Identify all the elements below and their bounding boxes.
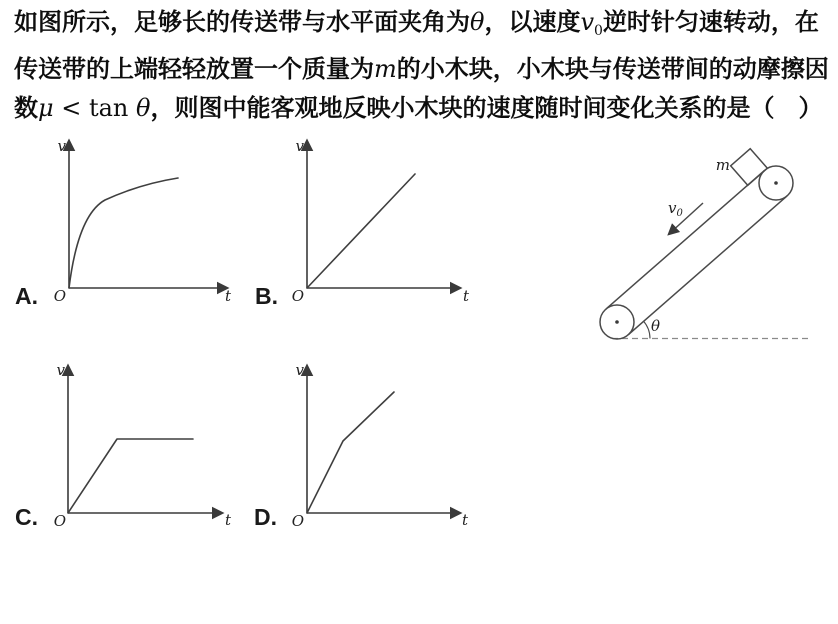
origin-label: O	[291, 287, 304, 305]
v-axis-label: v	[295, 361, 304, 379]
v-axis-label: v	[57, 137, 66, 155]
belt-edge	[628, 196, 787, 335]
option-letter-B: B.	[255, 283, 278, 309]
text-run: 数	[14, 96, 38, 122]
text-run: ，以速度	[484, 10, 581, 36]
origin-label: O	[53, 287, 66, 305]
angle-arc	[643, 321, 650, 339]
math-symbol: θ	[136, 94, 151, 122]
origin-label: O	[291, 512, 304, 530]
conveyor-belt-diagram	[600, 149, 812, 339]
pulley-axle-dot	[774, 181, 778, 185]
block-m	[731, 149, 768, 186]
option-graph-C	[15, 361, 232, 530]
belt-edge	[606, 170, 765, 309]
velocity-curve-A	[69, 178, 178, 288]
option-letter-A: A.	[15, 283, 38, 309]
belt-velocity-label: $v_0$	[668, 199, 683, 219]
text-run: 逆时针匀速转动，在	[602, 10, 819, 36]
t-axis-label: t	[462, 511, 469, 529]
option-letter-D: D.	[254, 504, 277, 530]
v-axis-label: v	[56, 361, 65, 379]
option-graph-B	[255, 137, 470, 309]
velocity-curve-B	[307, 174, 415, 288]
text-run: 如图所示，足够长的传送带与水平面夹角为	[14, 10, 470, 36]
incline-angle-label: θ	[651, 317, 661, 335]
math-symbol: μ	[38, 94, 54, 122]
t-axis-label: t	[463, 287, 470, 305]
text-run: 的小木块，小木块与传送带间的动摩擦因	[396, 57, 829, 83]
option-graph-A	[15, 137, 232, 309]
t-axis-label: t	[225, 511, 232, 529]
pulley-axle-dot	[615, 320, 619, 324]
text-run: ，则图中能客观地反映小木块的速度随时间变化关系的是（ ）	[150, 96, 823, 122]
origin-label: O	[53, 512, 66, 530]
math-symbol: 0	[594, 23, 603, 39]
mass-label: m	[715, 156, 730, 174]
v-axis-label: v	[295, 137, 304, 155]
option-graph-D	[254, 361, 469, 530]
option-letter-C: C.	[15, 504, 38, 530]
math-symbol: θ	[470, 8, 485, 36]
t-axis-label: t	[225, 287, 232, 305]
velocity-curve-C	[68, 439, 193, 513]
math-symbol: v	[580, 8, 595, 36]
math-symbol: < tan	[53, 94, 137, 122]
text-run: 传送带的上端轻轻放置一个质量为	[14, 57, 374, 83]
velocity-curve-D	[307, 392, 394, 513]
math-symbol: m	[374, 55, 397, 83]
